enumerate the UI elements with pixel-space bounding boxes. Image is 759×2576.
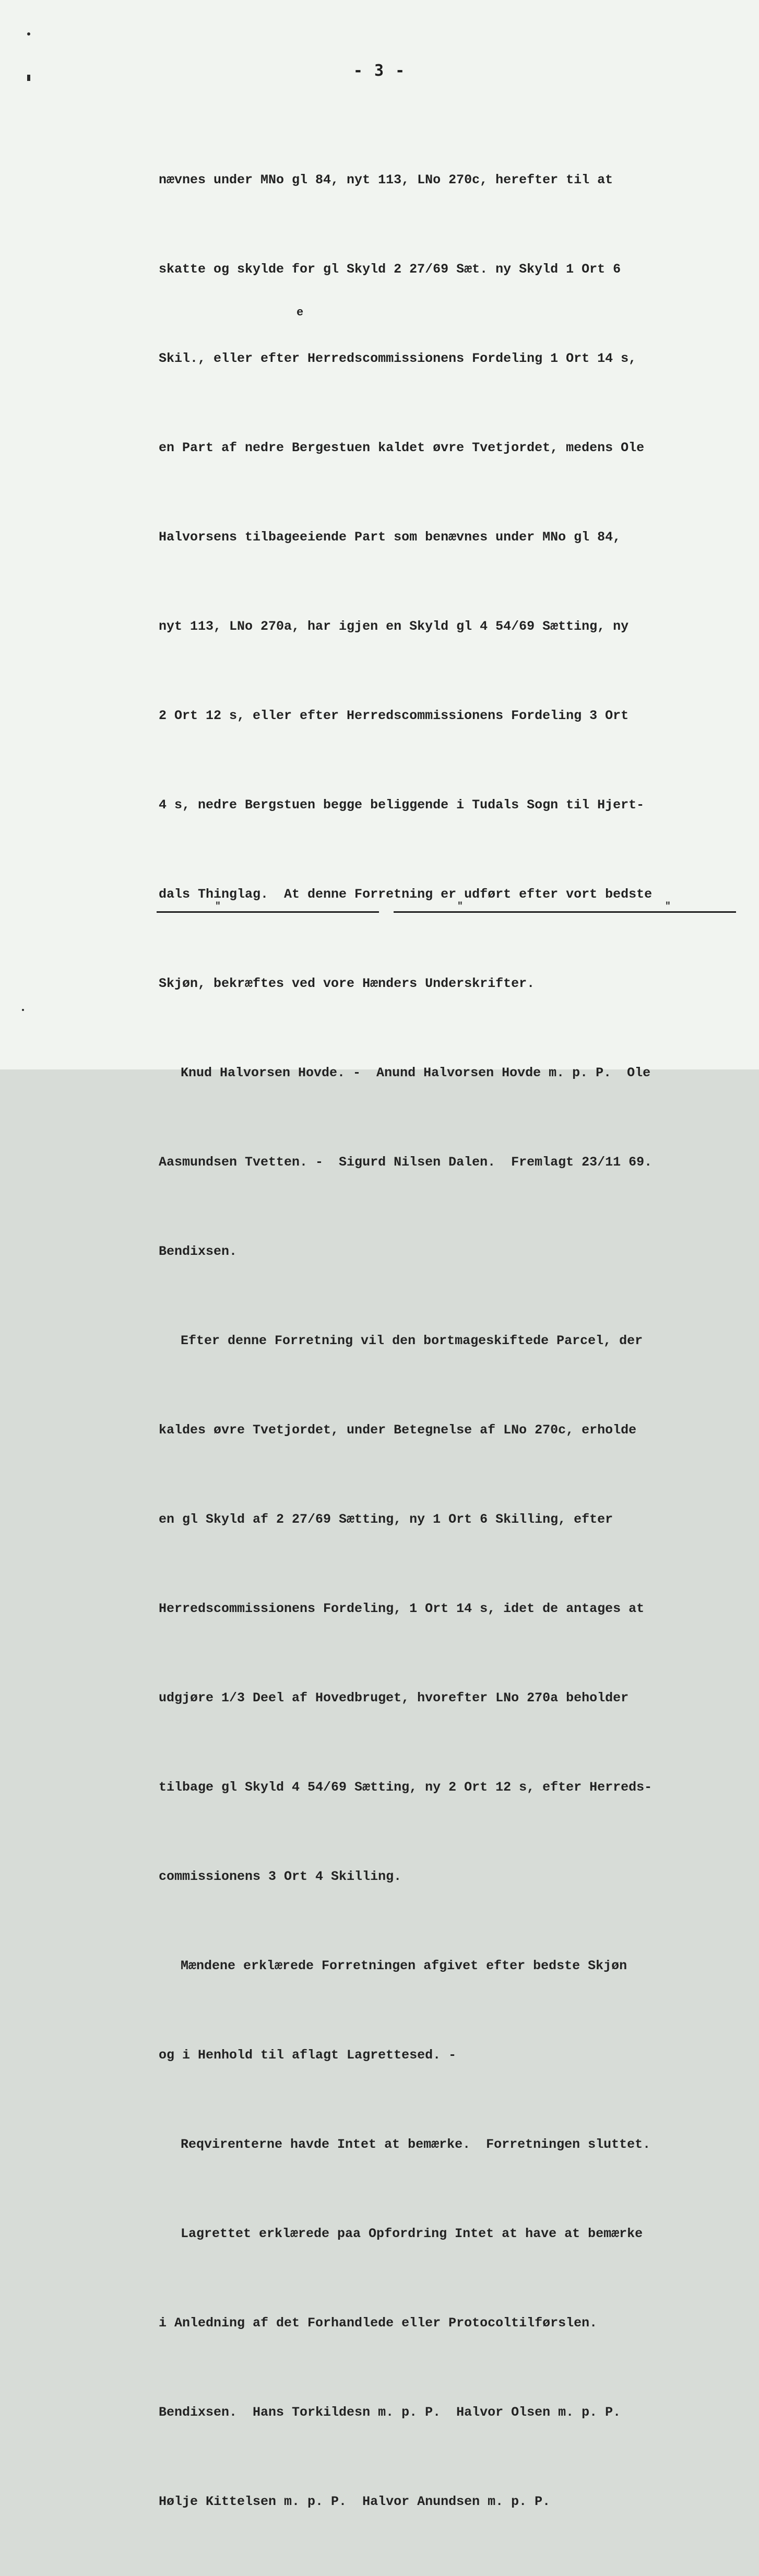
text-line: Reqvirenterne havde Intet at bemærke. Forretningen sluttet. xyxy=(181,2137,651,2152)
text-line: tilbage gl Skyld 4 54/69 Sætting, ny 2 Ort 12 s, efter Herreds- xyxy=(159,1780,653,1795)
text-line: Efter denne Forretning vil den bortmageskiftede Parcel, der xyxy=(181,1333,643,1348)
text-line: kaldes øvre Tvetjordet, under Betegnelse af LNo 270c, erholde xyxy=(159,1422,637,1438)
text-line: 4 s, nedre Bergstuen begge beliggende i Tudals Sogn til Hjert- xyxy=(159,797,645,813)
document-body xyxy=(159,105,743,2576)
margin-dot xyxy=(27,32,30,36)
text-line: skatte og skylde for gl Skyld 2 27/69 Sæt. ny Skyld 1 Ort 6 xyxy=(159,262,621,277)
text-line: Bendixsen. Hans Torkildesn m. p. P. Halvor Olsen m. p. P. xyxy=(159,2405,621,2420)
text-line: Lagrettet erklærede paa Opfordring Intet at have at bemærke xyxy=(181,2226,643,2241)
ditto-mark: " xyxy=(665,901,671,912)
text-line: og i Henhold til aflagt Lagrettesed. - xyxy=(159,2048,457,2063)
text-line: Halvorsens tilbageeiende Part som benævnes under MNo gl 84, xyxy=(159,530,621,545)
text-line: Bendixsen. xyxy=(159,1244,238,1259)
ditto-mark: " xyxy=(457,901,463,912)
text-line: i Anledning af det Forhandlede eller Protocoltilførslen. xyxy=(159,2315,598,2331)
text-line: en gl Skyld af 2 27/69 Sætting, ny 1 Ort 6 Skilling, efter xyxy=(159,1512,613,1527)
text-line: nyt 113, LNo 270a, har igjen en Skyld gl 4 54/69 Sætting, ny xyxy=(159,619,629,634)
text-line: Skil., eller efter Herredscommissionens Fordeling 1 Ort 14 s, xyxy=(159,351,637,366)
ditto-mark: " xyxy=(215,901,221,912)
page-number: - 3 - xyxy=(353,62,406,80)
signature-underline xyxy=(157,911,379,913)
text-line: udgjøre 1/3 Deel af Hovedbruget, hvorefter LNo 270a beholder xyxy=(159,1690,629,1705)
text-line: en Part af nedre Bergestuen kaldet øvre Tvetjordet, medens Ole xyxy=(159,440,645,455)
superscript-correction: e xyxy=(297,306,304,319)
signature-underline xyxy=(606,911,736,913)
text-line: Mændene erklærede Forretningen afgivet efter bedste Skjøn xyxy=(181,1958,627,1973)
text-line: Aasmundsen Tvetten. - Sigurd Nilsen Dalen. Fremlagt 23/11 69. xyxy=(159,1155,653,1170)
signature-underline xyxy=(394,911,610,913)
text-line: Hølje Kittelsen m. p. P. Halvor Anundsen m. p. P. xyxy=(159,2494,551,2509)
text-line: commissionens 3 Ort 4 Skilling. xyxy=(159,1869,402,1884)
margin-dot xyxy=(22,1009,24,1011)
text-line: 2 Ort 12 s, eller efter Herredscommissionens Fordeling 3 Ort xyxy=(159,708,629,723)
text-line: Knud Halvorsen Hovde. - Anund Halvorsen Hovde m. p. P. Ole xyxy=(181,1065,651,1080)
text-line: nævnes under MNo gl 84, nyt 113, LNo 270c, herefter til at xyxy=(159,172,613,187)
text-line: dals Thinglag. At denne Forretning er udført efter vort bedste xyxy=(159,887,653,902)
text-line: Herredscommissionens Fordeling, 1 Ort 14 s, idet de antages at xyxy=(159,1601,645,1616)
text-line: Skjøn, bekræftes ved vore Hænders Underskrifter. xyxy=(159,976,535,991)
